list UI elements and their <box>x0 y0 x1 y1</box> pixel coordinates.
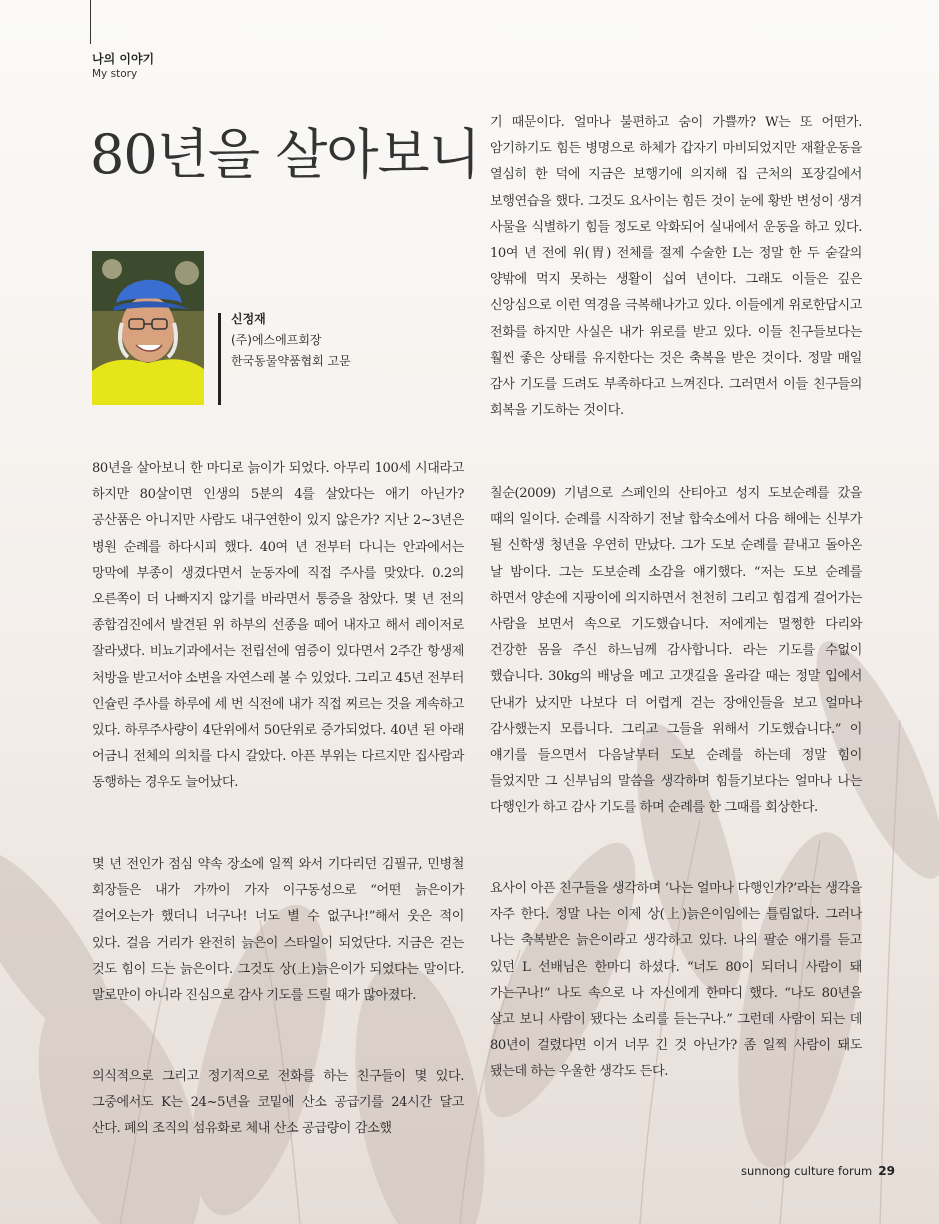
page-footer <box>741 1164 895 1178</box>
section-label-korean: 나의 이야기 <box>92 52 155 66</box>
author-role-company: (주)에스에프회장 <box>231 333 322 347</box>
body-paragraph: 칠순(2009) 기념으로 스페인의 산티아고 성지 도보순례를 갔을 때의 일이다. 순례를 시작하기 전날 합숙소에서 다음 해에는 신부가 될 신학생 청년을 우연히 만났다. 그가 도보 순례를 끝내고 돌아온 날 밤이다. 그는 도보순례 소감을 얘기했다. “저는 도보 순례를 하면서 양손에 지팡이에 의지하면서 천천히 그리고 힘겹게 걸어가는 사람을 보면서 속으로 기도했습니다. 저에게는 멀쩡한 다리와 건강한 몸을 주신 하느님께 감사합니다. 라는 기도를 수없이 했습니다. 30kg의 배낭을 메고 고갯길을 올라갈 때는 정말 입에서 단내가 났지만 나보다 더 어렵게 걷는 장애인들을 보고 얼마나 감사했는지 모릅니다. 그리고 그들을 위해서 기도했습니다.” 이 얘기를 들으면서 다음날부터 도보 순례를 하는데 정말 힘이 들었지만 그 신부님의 말씀을 생각하며 힘들기보다는 얼마나 나는 다행인가 하고 감사 기도를 하며 순례를 한 그때를 회상한다. <box>490 486 862 816</box>
author-photo <box>92 251 204 405</box>
author-info <box>231 309 351 372</box>
top-rule <box>90 0 91 44</box>
publication-name: sunnong culture forum <box>741 1164 873 1178</box>
article-title: 80년을 살아보니 <box>90 123 480 186</box>
body-paragraph: 의식적으로 그리고 정기적으로 전화를 하는 친구들이 몇 있다. 그중에서도 K는 24~5년을 코밑에 산소 공급기를 24시간 달고 산다. 폐의 조직의 섬유화로 체내 산소 공급량이 감소했 <box>92 1069 464 1137</box>
body-paragraph: 기 때문이다. 얼마나 불편하고 숨이 가쁠까? W는 또 어떤가. 암기하기도 힘든 병명으로 하체가 갑자기 마비되었지만 재활운동을 열심히 한 덕에 지금은 보행기에 의지해 집 근처의 포장길에서 보행연습을 했다. 그것도 요사이는 힘든 것이 눈에 황반 변성이 생겨 사물을 식별하기 힘들 정도로 악화되어 실내에서 운동을 하고 있다. 10여 년 전에 위(胃) 전체를 절제 수술한 L는 정말 한 두 숟갈의 양밖에 먹지 못하는 생활이 십여 년이다. 그래도 이들은 깊은 신앙심으로 이런 역경을 극복해나가고 있다. 이들에게 위로한답시고 전화를 하지만 사실은 내가 위로를 받고 있다. 이들 친구들보다는 훨씬 좋은 상태를 유지한다는 것은 축복을 받은 것이다. 정말 매일 감사 기도를 드려도 부족하다고 느껴진다. 그러면서 이들 친구들의 회복을 기도하는 것이다. <box>490 115 862 419</box>
author-divider <box>218 313 221 405</box>
author-role-association: 한국동물약품협회 고문 <box>231 354 351 368</box>
body-paragraph: 요사이 아픈 친구들을 생각하며 ‘나는 얼마나 다행인가?’라는 생각을 자주 한다. 정말 나는 이제 상(上)늙은이임에는 틀림없다. 그러나 나는 축복받은 늙은이라고 생각하고 있다. 나의 팔순 애기를 듣고 있던 L 선배님은 한마디 하셨다. “너도 80이 되더니 사람이 돼 가는구나!” 나도 속으로 나 자신에게 한마디 했다. “나도 80년을 살고 보니 사람이 됐다는 소리를 듣는구나.” 그런데 사람이 되는 데 80년이 걸렸다면 이거 너무 긴 것 아닌가? 좀 일찍 사람이 돼도 됐는데 하는 우울한 생각도 든다. <box>490 881 862 1080</box>
page-number: 29 <box>878 1164 895 1178</box>
section-label-english: My story <box>92 68 138 80</box>
author-name: 신정재 <box>231 312 266 326</box>
body-paragraph: 몇 년 전인가 점심 약속 장소에 일찍 와서 기다리던 김필규, 민병철 회장들은 내가 가까이 가자 이구동성으로 “어떤 늙은이가 걸어오는가 했더니 너구나! 너도 별 수 없구나!”해서 웃은 적이 있다. 걸음 거리가 완전히 늙은이 스타일이 되었단다. 지금은 걷는 것도 힘이 드는 늙은이다. 그것도 상(上)늙은이가 되었다는 말이다. 말로만이 아니라 진심으로 감사 기도를 드릴 때가 많아졌다. <box>92 857 464 1004</box>
body-paragraph: 80년을 살아보니 한 마디로 늙이가 되었다. 아무리 100세 시대라고 하지만 80살이면 인생의 5분의 4를 살았다는 애기 아닌가? 공산품은 아니지만 사람도 내구연한이 있지 않은가? 지난 2~3년은 병원 순례를 하다시피 했다. 40여 년 전부터 다니는 안과에서는 망막에 부종이 생겼다면서 눈동자에 직접 주사를 맞았다. 0.2의 오른쪽이 더 나빠지지 않기를 바라면서 통증을 참았다. 몇 년 전의 종합검진에서 발견된 위 하부의 선종을 떼어 내자고 해서 레이저로 잘라냈다. 비뇨기과에서는 전립선에 염증이 있다면서 2주간 항생제 처방을 받고서야 소변을 자연스레 볼 수 있었다. 그리고 45년 전부터 인슐린 주사를 하루에 세 번 식전에 내가 직접 찌르는 것을 계속하고 있다. 하루주사량이 4단위에서 50단위로 증가되었다. 40년 된 아래 어금니 전체의 의치를 다시 갈았다. 아픈 부위는 다르지만 집사람과 동행하는 경우도 늘어났다. <box>92 461 464 791</box>
